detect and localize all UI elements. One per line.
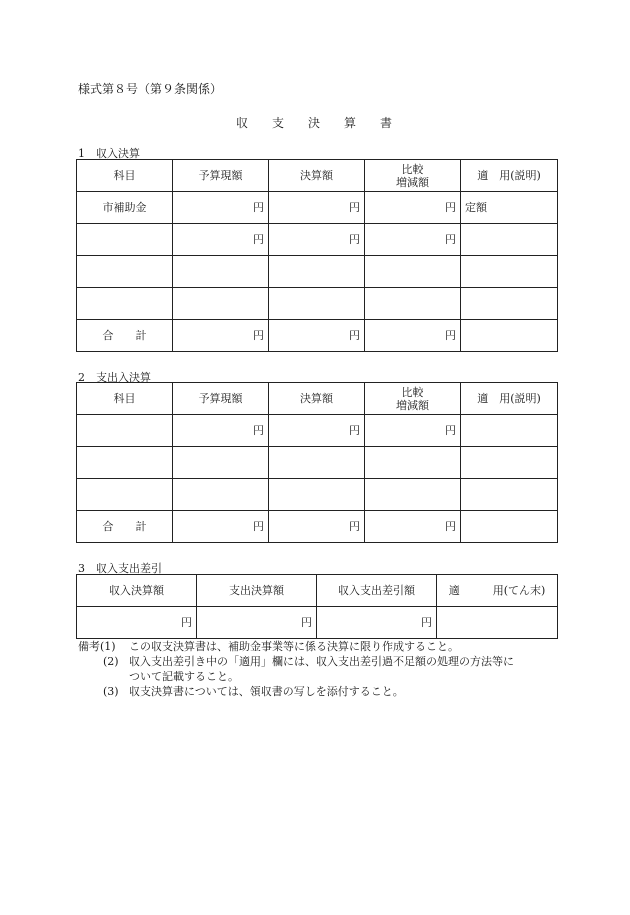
cell-budget: [173, 447, 269, 479]
table-row: [77, 256, 558, 288]
note-3-label: (3): [103, 685, 119, 698]
table-row: [77, 447, 558, 479]
cell-settlement: 円: [269, 320, 365, 352]
note-2-label: (2): [103, 655, 119, 668]
table-row: [77, 479, 558, 511]
cell-remarks: [461, 224, 558, 256]
cell-subject: [77, 288, 173, 320]
balance-difference-table: [76, 574, 558, 639]
cell-difference: 円: [365, 192, 461, 224]
note-3: [78, 684, 578, 699]
note-2: [78, 654, 578, 669]
col-header-settlement: 決算額: [269, 383, 365, 415]
table-row: [77, 607, 558, 639]
cell-settlement: [269, 447, 365, 479]
total-row: [77, 320, 558, 352]
cell-expense-total: 円: [197, 607, 317, 639]
cell-settlement: [269, 479, 365, 511]
cell-budget: [173, 256, 269, 288]
cell-subject: [77, 479, 173, 511]
cell-difference: 円: [365, 224, 461, 256]
cell-total-label: 合 計: [77, 320, 173, 352]
cell-subject: [77, 224, 173, 256]
col-header-budget: 予算現額: [173, 160, 269, 192]
note-2-continuation: ついて記載すること。: [129, 670, 239, 683]
cell-difference: 円: [365, 415, 461, 447]
col-header-difference: 比較 増減額: [365, 383, 461, 415]
col-header-subject: 科目: [77, 383, 173, 415]
col-header-difference: 比較 増減額: [365, 160, 461, 192]
cell-difference: 円: [365, 320, 461, 352]
table-row: [77, 192, 558, 224]
cell-budget: 円: [173, 192, 269, 224]
cell-difference: [365, 447, 461, 479]
cell-budget: 円: [173, 511, 269, 543]
table-row: [77, 415, 558, 447]
cell-subject: [77, 415, 173, 447]
notes-block: [78, 639, 578, 699]
cell-balance: 円: [317, 607, 437, 639]
cell-remarks: [461, 320, 558, 352]
expenditure-settlement-table: [76, 382, 558, 543]
table-header-row: [77, 575, 558, 607]
cell-remarks: [461, 256, 558, 288]
cell-settlement: 円: [269, 224, 365, 256]
col-header-income-total: 収入決算額: [77, 575, 197, 607]
cell-income-total: 円: [77, 607, 197, 639]
col-header-subject: 科目: [77, 160, 173, 192]
table-header-row: [77, 383, 558, 415]
col-header-remarks: 適 用(てん末): [437, 575, 558, 607]
document-title: 収 支 決 算 書: [236, 116, 393, 130]
cell-settlement: 円: [269, 511, 365, 543]
col-header-remarks: 適 用(説明): [461, 160, 558, 192]
section2-heading: 2 支出入決算: [78, 371, 151, 384]
cell-subject: 市補助金: [77, 192, 173, 224]
cell-remarks: [461, 511, 558, 543]
cell-budget: [173, 288, 269, 320]
table-header-row: [77, 160, 558, 192]
income-settlement-table: [76, 159, 558, 352]
cell-remarks: [437, 607, 558, 639]
col-header-remarks: 適 用(説明): [461, 383, 558, 415]
col-header-expense-total: 支出決算額: [197, 575, 317, 607]
col-header-budget: 予算現額: [173, 383, 269, 415]
cell-difference: 円: [365, 511, 461, 543]
cell-total-label: 合 計: [77, 511, 173, 543]
cell-subject: [77, 256, 173, 288]
cell-budget: 円: [173, 415, 269, 447]
cell-budget: [173, 479, 269, 511]
cell-remarks: 定額: [461, 192, 558, 224]
note-1-label: 備考(1): [78, 640, 116, 653]
cell-difference: [365, 479, 461, 511]
col-header-balance: 収入支出差引額: [317, 575, 437, 607]
cell-budget: 円: [173, 320, 269, 352]
note-1: [78, 639, 578, 654]
cell-remarks: [461, 288, 558, 320]
cell-settlement: [269, 288, 365, 320]
cell-remarks: [461, 479, 558, 511]
cell-settlement: 円: [269, 415, 365, 447]
form-number: 様式第８号（第９条関係）: [78, 82, 223, 96]
cell-difference: [365, 256, 461, 288]
section3-heading: 3 収入支出差引: [78, 562, 162, 575]
cell-remarks: [461, 447, 558, 479]
note-3-text: 収支決算書については、領収書の写しを添付すること。: [129, 685, 404, 698]
note-2-text: 収入支出差引き中の「適用」欄には、収入支出差引過不足額の処理の方法等に: [129, 655, 514, 668]
cell-difference: [365, 288, 461, 320]
table-row: [77, 224, 558, 256]
cell-subject: [77, 447, 173, 479]
total-row: [77, 511, 558, 543]
cell-budget: 円: [173, 224, 269, 256]
cell-remarks: [461, 415, 558, 447]
table-row: [77, 288, 558, 320]
cell-settlement: 円: [269, 192, 365, 224]
cell-settlement: [269, 256, 365, 288]
col-header-settlement: 決算額: [269, 160, 365, 192]
section1-heading: 1 収入決算: [78, 147, 140, 160]
note-1-text: この収支決算書は、補助金事業等に係る決算に限り作成すること。: [129, 640, 459, 653]
